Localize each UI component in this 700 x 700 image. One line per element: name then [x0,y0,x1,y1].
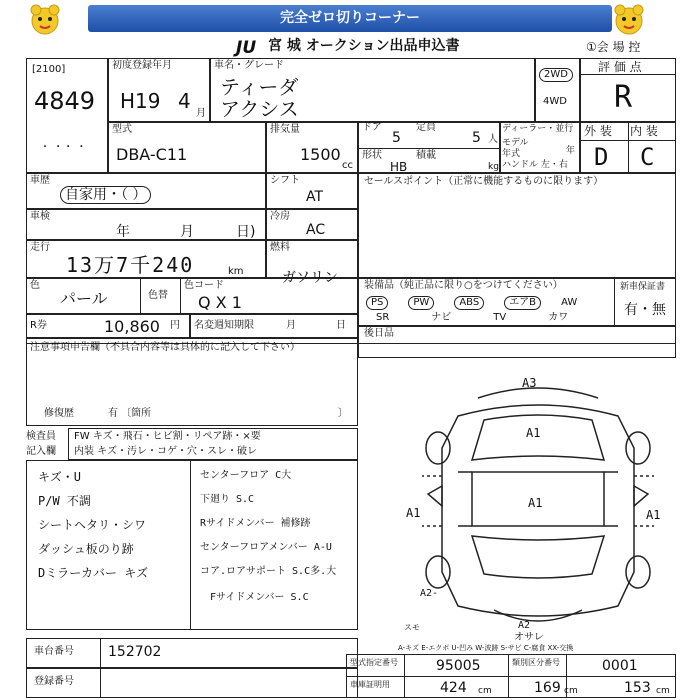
damage-a2-left: A2- [420,588,439,599]
color-code-label: 色コード [184,280,224,291]
color-label: 色 [30,280,40,291]
damage-a1-right: A1 [646,508,661,522]
shift-label: シフト [270,175,300,186]
ac-label: 冷房 [270,211,290,222]
color-code: Q X 1 [198,293,242,312]
length-value: 424 [440,680,467,696]
usage-label: 車歴 [30,175,50,186]
sales-point-label: セールスポイント（正常に機能するものに限ります） [364,176,604,187]
reg-deadline-label: 名変週知期限 [194,320,254,331]
model-value: DBA-C11 [116,145,188,164]
chassis-value: 152702 [108,644,162,660]
lot-code: [2100] [32,64,66,75]
shape-value: HB [390,160,408,174]
note-left-3: ダッシュ板のり跡 [38,542,134,556]
equipment-row2 [376,312,568,324]
note-right-4: コア.ロアサポート S.C多.大 [200,566,337,577]
dealer-line3: 年 [566,146,576,156]
equip-pw: PW [408,296,434,310]
doors-label: ドア [362,122,382,133]
note-left-0: キズ・U [38,470,81,484]
exterior-value: D [594,143,609,171]
equip-ps: PS [366,296,388,310]
ac-value: AC [306,222,326,238]
exterior-label: 外 装 [584,124,612,138]
mileage-unit: km [228,266,244,277]
checker-label-2: 記入欄 [26,446,56,457]
lot-number: 4849 [34,87,96,115]
load-unit: kg [488,162,499,172]
venue-copy: ①会 場 控 [586,40,641,54]
equip-tv: TV [493,312,507,323]
damage-a1-mid: A1 [528,496,543,510]
shape-label: 形状 [362,150,382,161]
height-unit: cm [656,686,670,696]
note-left-4: Dミラーカバー キズ [38,566,148,580]
equip-navi: ナビ [431,312,452,323]
repair-history-value: 有 〔箇所 [108,408,152,419]
length-label: 車庫証明用 [350,680,390,689]
reg-number-box [26,668,358,698]
lot-masked: ・ ・・ ・ [40,142,87,153]
note-right-2: Rサイドメンバー 補修跡 [200,518,311,529]
note-right-5: Fサイドメンバー S.C [210,592,309,603]
shift-value: AT [306,189,324,205]
load-label: 積載 [416,150,436,161]
equipment-label: 装備品（純正品に限り○をつけてください） [364,280,563,291]
color-repaint-label: 色替 [148,290,168,301]
dealer-line1: ディーラー・並行 [502,124,574,134]
chassis-box [26,638,358,668]
doors-value: 5 [392,130,401,146]
registration-year: H19 [120,89,161,113]
drive-4wd: 4WD [543,96,567,107]
note-right-3: センターフロアメンバー A-U [200,542,332,553]
sales-point-box [358,173,676,278]
inspection-year: 年 [116,224,130,240]
registration-month-unit: 月 [196,108,206,119]
car-grade: アクシス [220,97,299,121]
model-label: 型式 [112,124,132,135]
repair-history-bracket: 〕 [338,408,348,419]
height-value: 153 [624,680,651,696]
warranty-value: 有・無 [624,302,666,318]
page-banner: 完全ゼロ切りコーナー [88,5,612,32]
damage-a1-top: A1 [526,426,541,440]
equip-abs: ABS [454,296,484,310]
rear-items-box [358,326,676,358]
mileage-label: 走行 [30,242,50,253]
car-name: ティーダ [220,75,299,99]
type-no-label: 型式指定番号 [350,658,398,667]
inspection-day: 日) [236,224,256,240]
mileage-value: 13万7千240 [66,253,195,277]
checker-line-1: FW キズ・飛石・ヒビ割・リペア跡・×要 [74,431,261,442]
class-no-label: 類別区分番号 [512,658,560,667]
class-no-value: 0001 [602,658,638,674]
type-no-value: 95005 [436,658,481,674]
damage-legend: A-キズ E-エクボ U-凹み W-波跡 S-サビ C-腐食 XX-交換 [398,644,574,652]
reg-deadline-month: 月 [286,320,296,331]
recycle-value: 10,860 [104,317,160,336]
equip-aw: AW [561,297,578,308]
usage-value: 自家用・（ ） [60,186,151,204]
displacement-unit: cc [342,160,353,171]
recycle-label: R券 [30,320,47,331]
displacement-label: 排気量 [270,124,300,135]
capacity-label: 定員 [416,122,436,133]
displacement-value: 1500 [300,145,341,164]
interior-label: 内 装 [630,124,658,138]
width-unit: cm [564,686,578,696]
rear-items-label: 後日品 [364,328,394,339]
reg-deadline-day: 日 [336,320,346,331]
checker-label-1: 検査員 [26,431,56,442]
capacity-unit: 人 [488,134,498,145]
dealer-line4: ハンドル 左・右 [502,160,568,170]
damage-osae: オサレ [514,632,544,643]
interior-value: C [640,143,655,171]
color-value: パール [60,289,108,308]
reg-number-label: 登録番号 [34,676,74,687]
car-name-label: 車名・グレード [214,60,284,71]
chassis-label: 車台番号 [34,646,74,657]
inspection-box [26,209,266,240]
repair-history-label: 修復歴 [44,408,74,419]
damage-a1-left: A1 [406,506,421,520]
checker-line-2: 内装 キズ・汚レ・コゲ・穴・スレ・破レ [74,446,257,457]
equipment-row1 [366,296,577,310]
mascot-left-icon [28,4,62,36]
damage-sumo: スモ [404,623,420,632]
damage-a3: A3 [522,376,537,390]
recycle-unit: 円 [170,320,180,331]
equip-airbag: エアB [504,296,541,310]
grade-label: 評 価 点 [598,60,642,74]
damage-a2-bottom: A2 [518,620,531,631]
equip-sr: SR [376,312,390,323]
auction-title: 宮 城 オークション出品申込書 [268,38,460,54]
registration-label: 初度登録年月 [112,60,172,71]
fuel-label: 燃料 [270,242,290,253]
inspection-month: 月 [180,224,194,240]
equip-leather: カワ [548,312,569,323]
capacity-value: 5 [472,130,481,146]
mascot-right-icon [612,4,646,36]
fuel-value: ガソリン [282,270,338,286]
grade-value: R [614,80,633,115]
registration-month: 4 [178,89,191,113]
note-left-2: シートヘタリ・シワ [38,518,147,532]
note-right-1: 下廻り S.C [200,494,255,505]
note-right-0: センターフロア C大 [200,470,292,481]
width-value: 169 [534,680,561,696]
drive-2wd: 2WD [539,68,573,82]
auction-logo: JU [236,38,257,58]
inspection-label: 車検 [30,211,50,222]
length-unit: cm [478,686,492,696]
dealer-line2: モデル年式 [502,138,529,159]
notes-header: 注意事項申告欄（不具合内容等は具体的に記入して下さい） [30,342,300,353]
warranty-label: 新車保証書 [620,282,666,292]
note-left-1: P/W 不調 [38,494,91,508]
